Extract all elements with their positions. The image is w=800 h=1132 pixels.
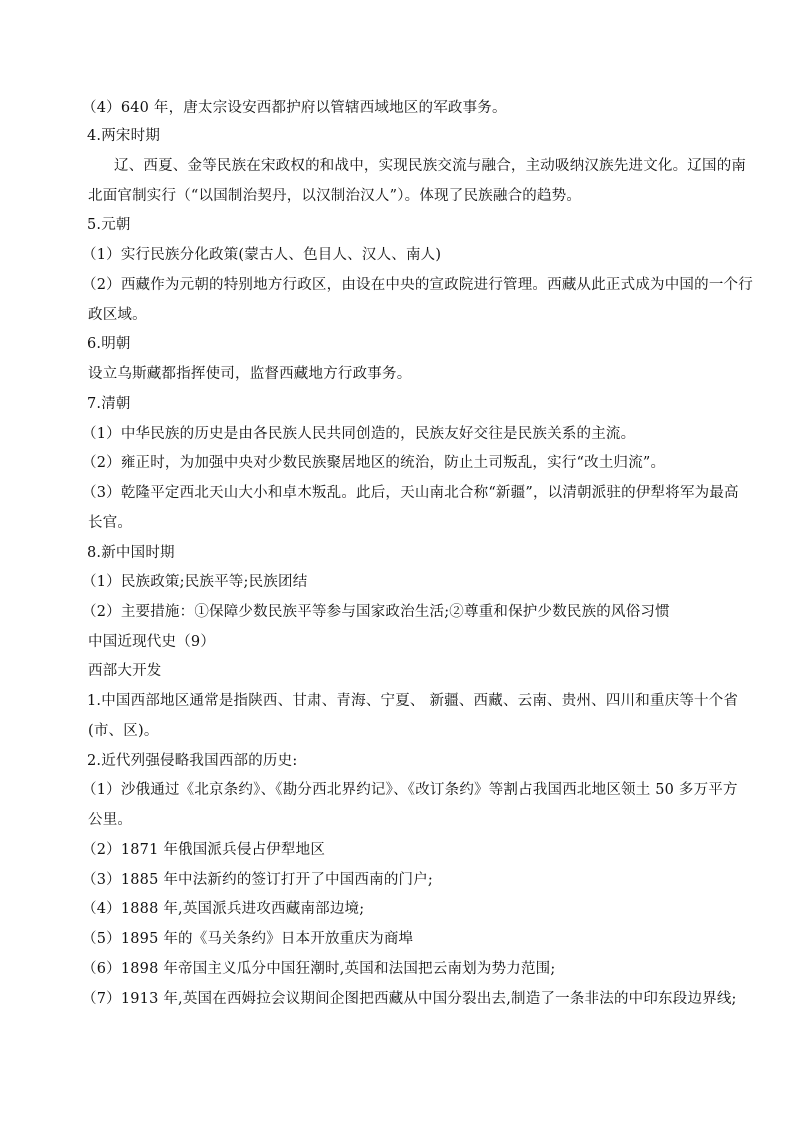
text-line: （2）主要措施：①保障少数民族平等参与国家政治生活;②尊重和保护少数民族的风俗习惯 bbox=[82, 604, 670, 620]
topic-heading: 西部大开发 bbox=[88, 663, 162, 679]
section-heading: 4.两宋时期 bbox=[87, 128, 161, 144]
section-heading: 8.新中国时期 bbox=[87, 545, 175, 561]
text-line: （5）1895 年的《马关条约》日本开放重庆为商埠 bbox=[82, 931, 414, 947]
text-line: 北面官制实行（“以国制治契丹，以汉制治汉人”）。体现了民族融合的趋势。 bbox=[88, 188, 582, 204]
section-heading: 5.元朝 bbox=[87, 217, 131, 233]
text-line: （4）640 年，唐太宗设安西都护府以管辖西域地区的军政事务。 bbox=[82, 100, 507, 116]
text-line: （4）1888 年,英国派兵进攻西藏南部边境; bbox=[82, 901, 365, 917]
text-line: （6）1898 年帝国主义瓜分中国狂潮时,英国和法国把云南划为势力范围; bbox=[82, 961, 556, 977]
text-line: 政区域。 bbox=[88, 307, 147, 323]
text-line: 公里。 bbox=[88, 812, 133, 828]
text-line: （7）1913 年,英国在西姆拉会议期间企图把西藏从中国分裂出去,制造了一条非法的中印东段边界线; bbox=[82, 991, 737, 1007]
text-line: （2）1871 年俄国派兵侵占伊犁地区 bbox=[82, 842, 326, 858]
text-line: (市、区)。 bbox=[88, 723, 159, 739]
text-line: （2）雍正时，为加强中央对少数民族聚居地区的统治，防止土司叛乱，实行“改土归流”。 bbox=[82, 455, 666, 471]
chapter-heading: 中国近现代史（9） bbox=[88, 634, 216, 650]
text-line: （1）实行民族分化政策(蒙古人、色目人、汉人、南人) bbox=[82, 247, 442, 263]
section-heading: 2.近代列强侵略我国西部的历史: bbox=[87, 753, 298, 769]
text-line: （3）乾隆平定西北天山大小和卓木叛乱。此后，天山南北合称“新疆”，以清朝派驻的伊犁将军为最高 bbox=[82, 485, 739, 501]
text-line: （1）民族政策;民族平等;民族团结 bbox=[82, 574, 308, 590]
text-line: 长官。 bbox=[88, 515, 133, 531]
text-line: （3）1885 年中法新约的签订打开了中国西南的门户; bbox=[82, 872, 434, 888]
text-line: （2）西藏作为元朝的特别地方行政区，由设在中央的宣政院进行管理。西藏从此正式成为中国的一个行 bbox=[82, 277, 753, 293]
section-heading: 7.清朝 bbox=[87, 396, 131, 412]
text-line: （1）沙俄通过《北京条约》、《勘分西北界约记》、《改订条约》等割占我国西北地区领土 50 多万平方 bbox=[82, 782, 738, 798]
text-line: 辽、西夏、金等民族在宋政权的和战中，实现民族交流与融合，主动吸纳汉族先进文化。辽国的南 bbox=[114, 158, 747, 174]
text-line: （1）中华民族的历史是由各民族人民共同创造的，民族友好交往是民族关系的主流。 bbox=[82, 426, 636, 442]
section-heading: 6.明朝 bbox=[87, 336, 131, 352]
text-line: 设立乌斯藏都指挥使司，监督西藏地方行政事务。 bbox=[88, 366, 412, 382]
text-line: 1.中国西部地区通常是指陕西、甘肃、青海、宁夏、 新疆、西藏、云南、贵州、四川和重庆等十个省 bbox=[87, 693, 739, 709]
